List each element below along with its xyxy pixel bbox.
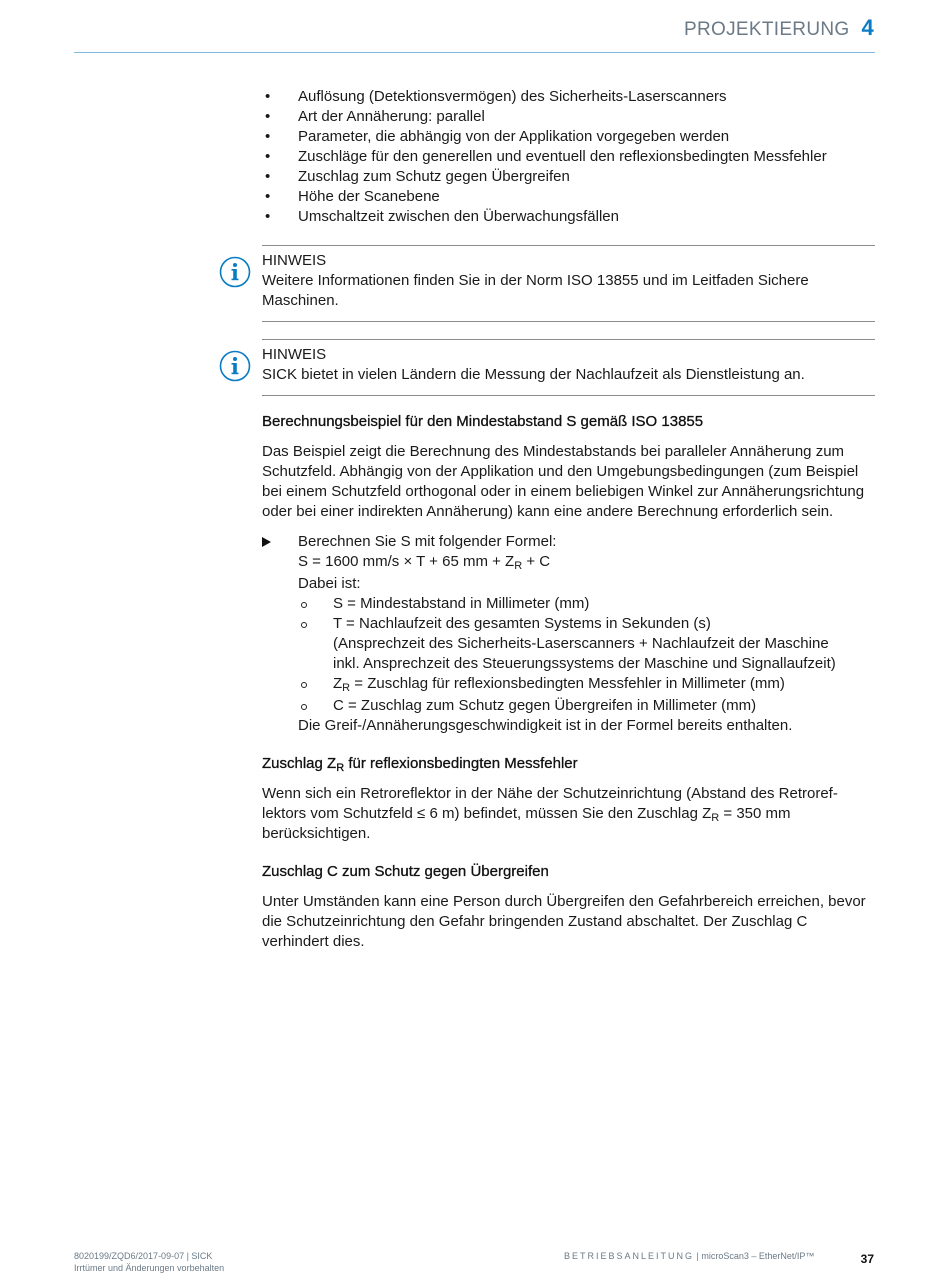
chapter-title: PROJEKTIERUNG <box>684 19 850 40</box>
notice-box <box>262 339 875 396</box>
notice-text: SICK bietet in vielen Ländern die Messung der Nachlaufzeit als Dienstleistung an. <box>262 366 805 383</box>
page-number: 37 <box>860 1252 874 1266</box>
notice-title: HINWEIS <box>262 252 327 269</box>
list-item: • Zuschlag zum Schutz gegen Übergreifen <box>262 167 875 187</box>
list-item: S = Mindestabstand in Millimeter (mm) <box>298 594 875 614</box>
notice-box <box>262 245 875 322</box>
list-item: • Auflösung (Detektionsvermögen) des Sicherheits-Laserscanners <box>262 87 875 107</box>
definition-list <box>298 594 875 716</box>
list-item: • Zuschläge für den generellen und eventuell den reflexionsbedingten Messfehler <box>262 147 875 167</box>
parameter-list <box>262 87 875 227</box>
running-header <box>684 15 874 40</box>
list-item: C = Zuschlag zum Schutz gegen Übergreifen in Millimeter (mm) <box>298 696 875 716</box>
paragraph: Das Beispiel zeigt die Berechnung des Mindestabstands bei paralleler Annäherung zum Schutzfeld. Abhängig von der Applikation und den Umgebungsbedingungen (zum Beispiel bei einem Schutzfeld orthogonal oder in einem beliebigen Winkel zur Annäherungsrichtung oder bei einer indirekten Annäherung) kann eine andere Berechnung erforderlich sein. <box>262 443 865 520</box>
paragraph: Wenn sich ein Retroreflektor in der Nähe der Schutzeinrichtung (Abstand des Retroref- lektors vom Schutzfeld ≤ 6 m) befindet, müssen Sie den Zuschlag $Z_R = 350$ mm berücksichtigen. <box>262 785 838 842</box>
section-heading: Zuschlag C zum Schutz gegen Übergreifen <box>262 863 549 880</box>
footer-title <box>564 1250 814 1262</box>
list-item: • Umschaltzeit zwischen den Überwachungsfällen <box>262 207 875 227</box>
footer-doc-info <box>74 1250 224 1274</box>
formula-note: Die Greif-/Annäherungsgeschwindigkeit ist in der Formel bereits enthalten. <box>298 717 793 734</box>
list-item: • Parameter, die abhängig von der Applikation vorgegeben werden <box>262 127 875 147</box>
notice-title: HINWEIS <box>262 346 327 363</box>
product-name: | microScan3 – EtherNet/IP™ <box>694 1251 815 1261</box>
list-item: • Höhe der Scanebene <box>262 187 875 207</box>
step-text: Berechnen Sie S mit folgender Formel: <box>298 533 557 550</box>
info-icon <box>219 350 251 382</box>
step-arrow-icon <box>262 537 271 547</box>
section-heading: Zuschlag $Z_R$ für reflexionsbedingten Messfehler <box>262 755 578 774</box>
chapter-number: 4 <box>861 15 874 40</box>
paragraph: Unter Umständen kann eine Person durch Übergreifen den Gefahrbereich erreichen, bevor die Schutzeinrichtung den Gefahr bringenden Zustand abschaltet. Der Zuschlag C verhindert dies. <box>262 893 866 950</box>
formula: S = 1600 mm/s × T + 65 mm + $Z_R + C$ <box>298 553 551 572</box>
doc-type: BETRIEBSANLEITUNG <box>564 1251 695 1261</box>
page-body <box>262 87 875 952</box>
doc-id: 8020199/ZQD6/2017-09-07 | SICK <box>74 1251 213 1261</box>
where-label: Dabei ist: <box>298 575 361 592</box>
list-item: $Z_R$ = Zuschlag für reflexionsbedingten Messfehler in Millimeter (mm) <box>298 674 875 694</box>
header-divider <box>74 52 875 53</box>
disclaimer: Irrtümer und Änderungen vorbehalten <box>74 1263 225 1273</box>
instruction-step <box>262 532 875 736</box>
list-item: • Art der Annäherung: parallel <box>262 107 875 127</box>
section-heading: Berechnungsbeispiel für den Mindestabstand S gemäß ISO 13855 <box>262 413 704 430</box>
info-icon <box>219 256 251 288</box>
notice-text: Weitere Informationen finden Sie in der Norm ISO 13855 und im Leitfaden Sichere Maschinen. <box>262 272 809 309</box>
list-item: T = Nachlaufzeit des gesamten Systems in Sekunden (s) (Ansprechzeit des Sicherheits-Laserscanners + Nachlaufzeit der Maschine inkl. Ansprechzeit des Steuerungssystems der Maschine und Signallaufzeit) <box>298 614 875 674</box>
